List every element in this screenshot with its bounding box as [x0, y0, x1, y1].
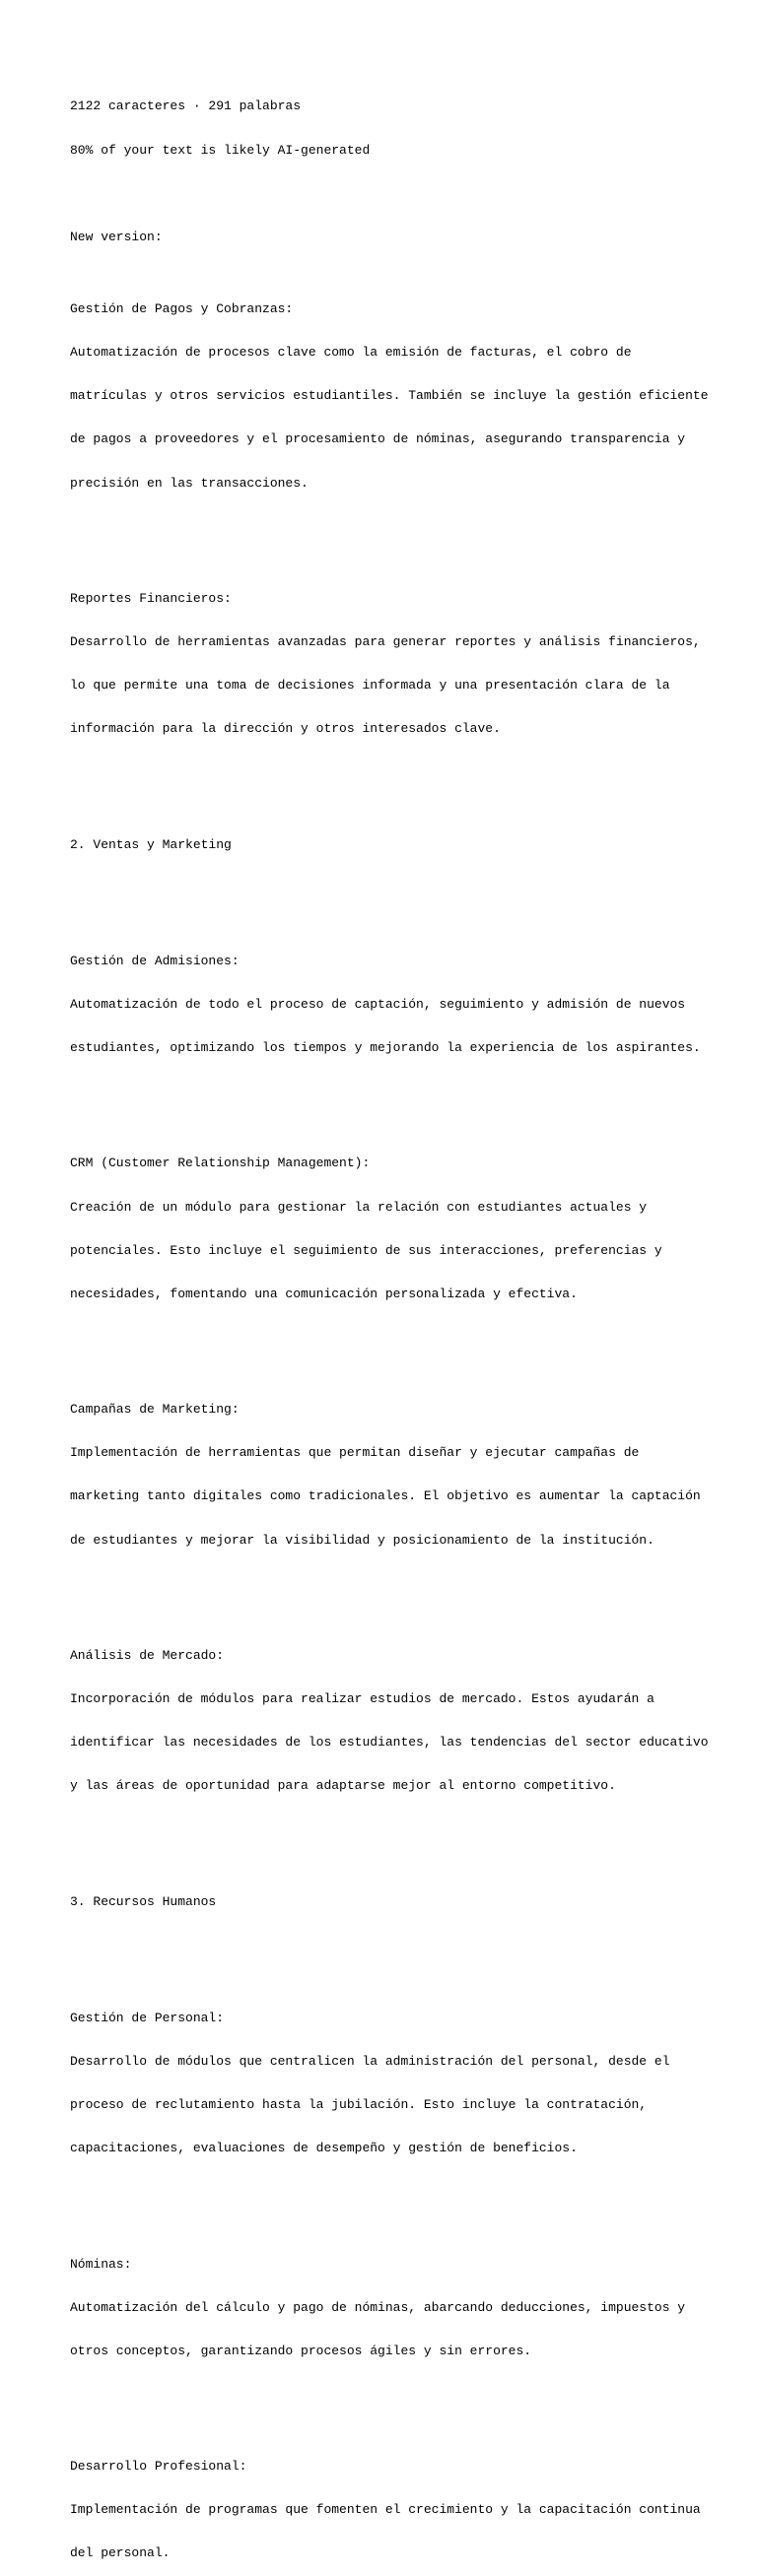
- section-line: Desarrollo de módulos que centralicen la administración del personal, desde el: [70, 2053, 670, 2069]
- section-line: y las áreas de oportunidad para adaptarse mejor al entorno competitivo.: [70, 1778, 616, 1794]
- section-line: precisión en las transacciones.: [70, 475, 309, 491]
- blank-line: [70, 882, 740, 896]
- section-line: proceso de reclutamiento hasta la jubilación. Esto incluye la contratación,: [70, 2096, 648, 2112]
- section-title-ventas: 2. Ventas y Marketing: [70, 837, 232, 853]
- blank-line: [70, 766, 740, 781]
- section-line: Creación de un módulo para gestionar la relación con estudiantes actuales y: [70, 1199, 648, 1215]
- blank-line: [70, 1823, 740, 1838]
- section-heading-personal: Gestión de Personal:: [70, 2010, 225, 2025]
- section-line: Implementación de herramientas que permitan diseñar y ejecutar campañas de: [70, 1445, 640, 1461]
- blank-line: [70, 1085, 740, 1099]
- section-heading-nominas: Nóminas:: [70, 2256, 132, 2272]
- stats-line: 2122 caracteres · 291 palabras: [70, 99, 302, 114]
- section-line: Automatización de procesos clave como la emisión de facturas, el cobro de: [70, 345, 632, 361]
- section-line: estudiantes, optimizando los tiempos y mejorando la experiencia de los aspirantes.: [70, 1039, 701, 1055]
- section-line: información para la dirección y otros interesados clave.: [70, 721, 501, 737]
- blank-line: [70, 520, 740, 535]
- section-title-rrhh: 3. Recursos Humanos: [70, 1894, 217, 1910]
- ai-notice-line: 80% of your text is likely AI-generated: [70, 142, 371, 158]
- section-line: potenciales. Esto incluye el seguimiento de sus interacciones, preferencias y: [70, 1242, 662, 1258]
- section-line: capacitaciones, evaluaciones de desempeño y gestión de beneficios.: [70, 2140, 578, 2155]
- section-line: Implementación de programas que fomenten el crecimiento y la capacitación continua: [70, 2502, 701, 2518]
- blank-line: [70, 187, 740, 202]
- blank-line: [70, 1939, 740, 1953]
- section-heading-reportes: Reportes Financieros:: [70, 591, 232, 607]
- section-line: Automatización del cálculo y pago de nóminas, abarcando deducciones, impuestos y: [70, 2299, 686, 2315]
- blank-line: [70, 2388, 740, 2403]
- section-line: Incorporación de módulos para realizar estudios de mercado. Estos ayudarán a: [70, 1691, 654, 1707]
- section-heading-crm: CRM (Customer Relationship Management):: [70, 1156, 371, 1171]
- section-heading-admisiones: Gestión de Admisiones:: [70, 953, 240, 968]
- section-line: Automatización de todo el proceso de captación, seguimiento y admisión de nuevos: [70, 996, 686, 1012]
- document-text: [70, 71, 740, 2576]
- section-line: identificar las necesidades de los estudiantes, las tendencias del sector educativo: [70, 1735, 709, 1750]
- section-line: otros conceptos, garantizando procesos ágiles y sin errores.: [70, 2343, 532, 2358]
- section-heading-pagos: Gestión de Pagos y Cobranzas:: [70, 301, 294, 317]
- section-line: marketing tanto digitales como tradicionales. El objetivo es aumentar la captación: [70, 1488, 701, 1504]
- section-line: Desarrollo de herramientas avanzadas para generar reportes y análisis financieros,: [70, 634, 701, 650]
- blank-line: [70, 1577, 740, 1592]
- section-line: matrículas y otros servicios estudiantiles. También se incluye la gestión eficiente: [70, 388, 709, 404]
- blank-line: [70, 1331, 740, 1346]
- section-line: necesidades, fomentando una comunicación personalizada y efectiva.: [70, 1286, 578, 1301]
- section-heading-campanas: Campañas de Marketing:: [70, 1402, 240, 1418]
- section-line: lo que permite una toma de decisiones informada y una presentación clara de la: [70, 678, 670, 694]
- section-heading-mercado: Análisis de Mercado:: [70, 1648, 225, 1664]
- new-version-label: New version:: [70, 229, 163, 244]
- blank-line: [70, 2185, 740, 2200]
- section-heading-profesional: Desarrollo Profesional:: [70, 2459, 247, 2475]
- section-line: de pagos a proveedores y el procesamiento de nóminas, asegurando transparencia y: [70, 431, 686, 447]
- section-line: del personal.: [70, 2545, 171, 2561]
- section-line: de estudiantes y mejorar la visibilidad y posicionamiento de la institución.: [70, 1532, 654, 1548]
